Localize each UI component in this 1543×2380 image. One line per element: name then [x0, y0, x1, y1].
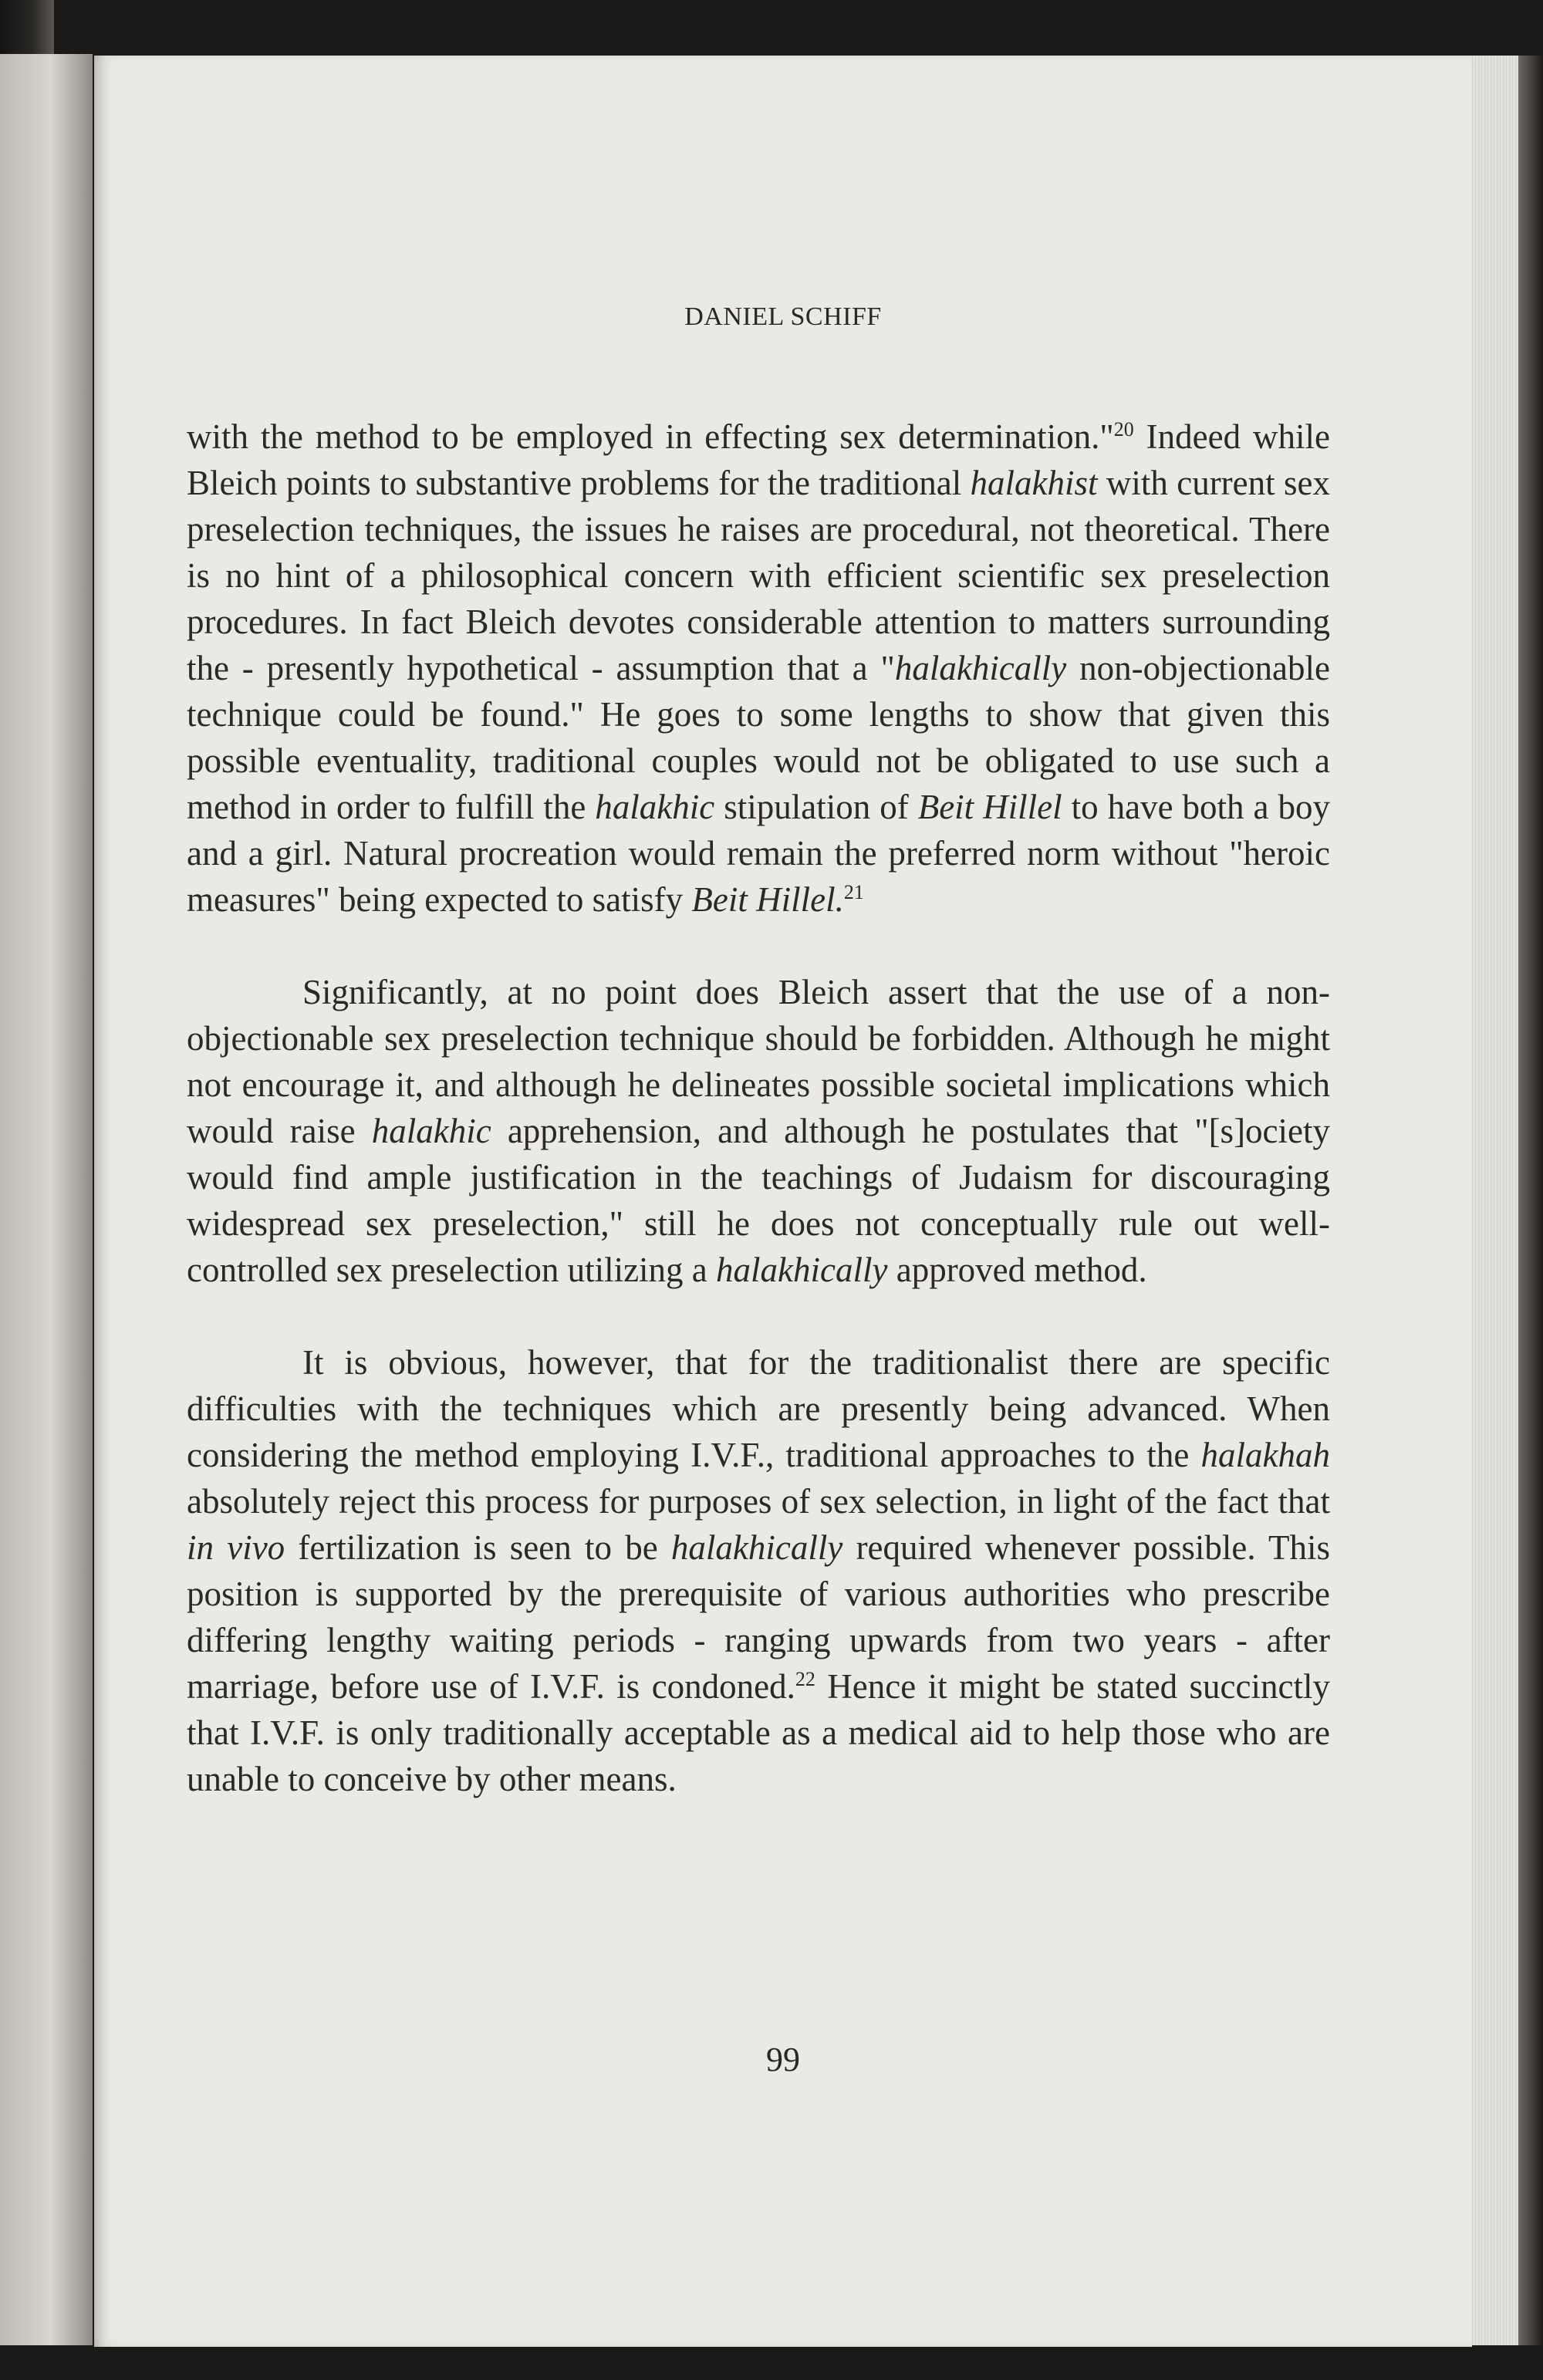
text-run: approved method. [887, 1251, 1147, 1289]
paragraph-2 [187, 969, 1330, 1293]
italic-term: halakhically [894, 649, 1067, 687]
text-run: required whenever possible. This position is supported by the prerequisite of various authorities who prescribe differing lengthy waiting periods - ranging upwards from two years - after marriage, before use of I.V.F. is condoned. [187, 1528, 1331, 1706]
page-stack-edges [1470, 56, 1520, 2351]
italic-term: Beit Hillel [917, 788, 1062, 826]
backdrop-top [0, 0, 1543, 56]
text-run: fertilization is seen to be [285, 1528, 671, 1567]
italic-term: Beit Hillel. [691, 880, 844, 919]
text-run: non-objectionable technique could be found." He goes to some lengths to show that given this possible eventuality, traditional couples would not be obligated to use such a method in order to fulfill the [187, 649, 1331, 826]
text-run: with the method to be employed in effecting sex determination." [187, 417, 1114, 456]
italic-term: halakhic [371, 1112, 491, 1150]
facing-page-edge [0, 54, 93, 2349]
italic-term: halakhic [595, 788, 715, 826]
backdrop-bottom [0, 2345, 1543, 2380]
text-run: Indeed while Bleich points to substantive problems for the traditional [187, 417, 1330, 502]
running-head: DANIEL SCHIFF [684, 302, 882, 331]
text-run: stipulation of [714, 788, 918, 826]
text-run: absolutely reject this process for purposes of sex selection, in light of the fact that [187, 1482, 1330, 1521]
footnote-ref: 20 [1113, 418, 1134, 441]
body-text [187, 414, 1330, 1802]
text-run: apprehension, and although he postulates that "[s]ociety would find ample justification in the teachings of Judaism for discouraging widespread sex preselection," still he does not conceptually rule out well-controlled sex preselection utilizing a [187, 1112, 1331, 1289]
text-run: to have both a boy and a girl. Natural procreation would remain the preferred norm without "heroic measures" being expected to satisfy [187, 788, 1330, 919]
text-run: Hence it might be stated succinctly that I.V.F. is only traditionally acceptable as a medical aid to help those who are unable to conceive by other means. [187, 1667, 1330, 1798]
text-run: It is obvious, however, that for the traditionalist there are specific difficulties with the techniques which are presently being advanced. When considering the method employing I.V.F., traditional approaches to the [187, 1343, 1330, 1474]
page-number: 99 [766, 2041, 800, 2078]
page-stack-shadow [1518, 56, 1543, 2351]
footnote-ref: 22 [795, 1668, 815, 1690]
italic-term: halakhah [1200, 1436, 1330, 1474]
italic-term: halakhically [716, 1251, 888, 1289]
text-run: Significantly, at no point does Bleich assert that the use of a non-objectionable sex preselection technique should be forbidden. Although he might not encourage it, and although he delineates possible societal implications which would raise [187, 973, 1330, 1150]
italic-term: halakhist [970, 464, 1098, 502]
footnote-ref: 21 [843, 881, 864, 903]
text-run: with current sex preselection techniques, the issues he raises are procedural, not theoretical. There is no hint of a philosophical concern with efficient scientific sex preselection procedures. In fact Bleich devotes considerable attention to matters surrounding the - presently hypothetical - assumption that a " [187, 464, 1330, 687]
paragraph-1 [187, 414, 1330, 923]
paragraph-3 [187, 1339, 1330, 1802]
italic-term: in vivo [187, 1528, 285, 1567]
italic-term: halakhically [670, 1528, 843, 1567]
book-page [94, 56, 1472, 2347]
